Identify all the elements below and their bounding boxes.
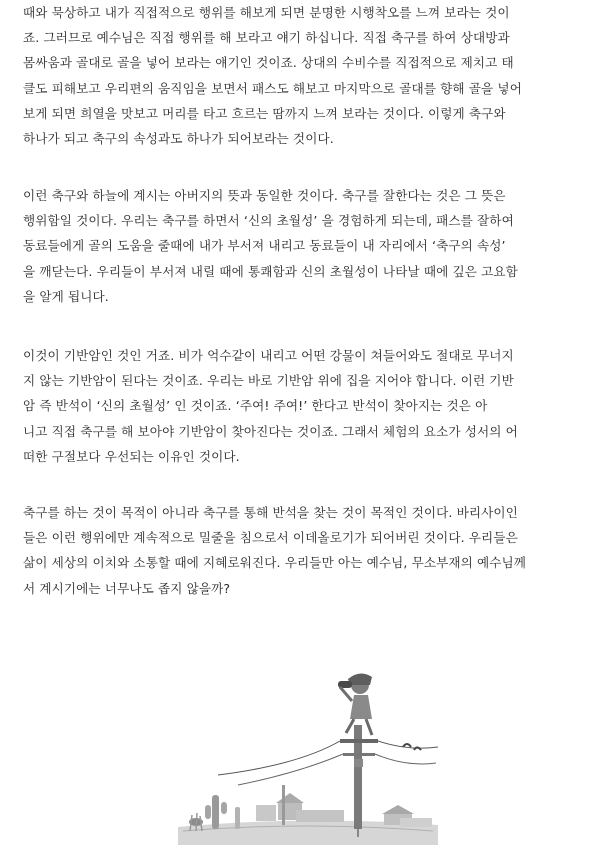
text-line: 들은 이런 행위에만 계속적으로 밀줄을 침으로서 이데올로기가 되어버린 것이다. 우리들은 xyxy=(23,530,518,546)
text-line: 동료들에게 골의 도움을 줄때에 내가 부서져 내리고 동료들이 내 자리에서 ‘축구의 속성’ xyxy=(23,238,506,254)
text-line: 지 않는 기반암이 된다는 것이죠. 우리는 바로 기반암 위에 집을 지어야 합니다. 이런 기반 xyxy=(23,373,514,389)
text-line: 보게 되면 희열을 맛보고 머리를 타고 흐르는 땀까지 느껴 보라는 것이다. 이렇게 축구와 xyxy=(23,105,506,121)
text-line: 암 즉 반석이 ‘신의 초월성’ 인 것이죠. ‘주여! 주여!’ 한다고 반석이 찾아지는 것은 아 xyxy=(23,398,488,414)
text-line: 죠. 그러므로 예수님은 직접 행위를 해 보라고 얘기 하십니다. 직접 축구를 하여 상대방과 xyxy=(23,30,510,46)
text-line: 행위함일 것이다. 우리는 축구를 하면서 ‘신의 초월성’ 을 경험하게 되는데, 패스를 잘하여 xyxy=(23,213,514,229)
text-line: 이것이 기반암인 것인 거죠. 비가 억수같이 내리고 어떤 강물이 쳐들어와도 절대로 무너지 xyxy=(23,348,514,363)
text-line: 을 알게 됩니다. xyxy=(23,288,109,304)
text-line: 축구를 하는 것이 목적이 아니라 축구를 통해 반석을 찾는 것이 목적인 것이다. 바리사이인 xyxy=(23,505,518,520)
text-line: 삶이 세상의 이치와 소통할 때에 지혜로워진다. 우리들만 아는 예수님, 무소부재의 예수님께 xyxy=(23,555,527,571)
text-line: 몸싸움과 골대로 골을 넣어 보라는 얘기인 것이죠. 상대의 수비수를 직접적으로 제치고 태 xyxy=(23,55,514,71)
text-line: 을 깨닫는다. 우리들이 부서져 내릴 때에 통쾌함과 신의 초월성이 나타날 때에 깊은 고요함 xyxy=(23,263,518,279)
paragraph-1 xyxy=(23,0,589,151)
paragraph-4 xyxy=(23,500,589,601)
text-line: 이런 축구와 하늘에 계시는 아버지의 뜻과 동일한 것이다. 축구를 잘한다는 것은 그 뜻은 xyxy=(23,188,506,203)
girl-on-utility-pole-illustration xyxy=(178,655,438,845)
text-line: 서 계시기에는 너무나도 좁지 않을까? xyxy=(23,580,231,596)
paragraph-3 xyxy=(23,343,589,469)
text-line: 때와 묵상하고 내가 직접적으로 행위를 해보게 되면 분명한 시행착오를 느껴 보라는 것이 xyxy=(23,5,510,20)
text-line: 떠한 구절보다 우선되는 이유인 것이다. xyxy=(23,448,240,464)
text-line: 하나가 되고 축구의 속성과도 하나가 되어보라는 것이다. xyxy=(23,131,334,147)
text-line: 클도 피해보고 우리편의 움직임을 보면서 패스도 해보고 마지막으로 골대를 향해 골을 넣어 xyxy=(23,80,522,96)
paragraph-2 xyxy=(23,183,589,309)
text-line: 니고 직접 축구를 해 보아야 기반암이 찾아진다는 것이죠. 그래서 체험의 요소가 성서의 어 xyxy=(23,423,518,439)
